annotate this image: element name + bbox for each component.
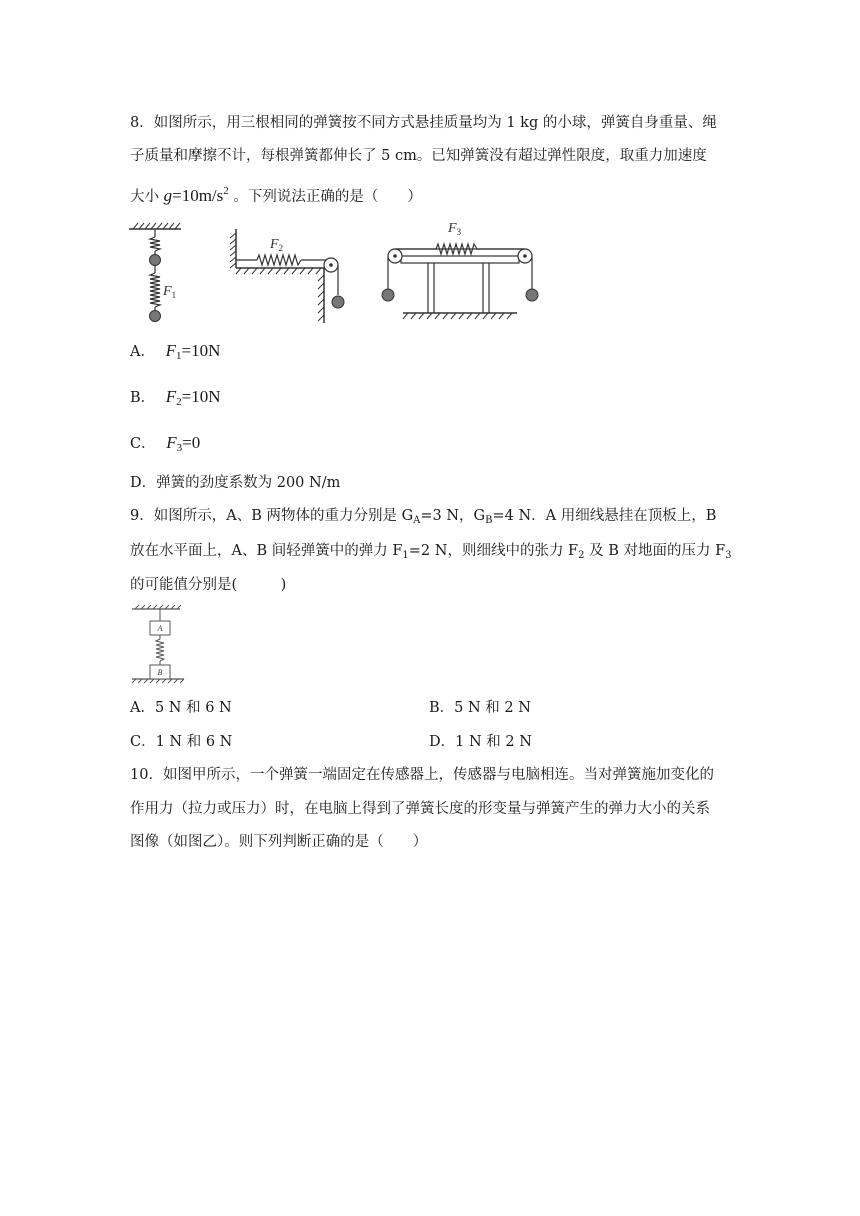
q9-line-2-post: 及 B 对地面的压力 F <box>584 543 726 559</box>
q8-option-c-sub: 3 <box>176 442 183 454</box>
q9-option-c[interactable]: C．1 N 和 6 N <box>130 734 233 750</box>
g-eq: =10m/s <box>172 186 224 205</box>
q10-line-3: 图像（如图乙）。则下列判断正确的是（ ） <box>130 834 428 850</box>
q8-option-b-formula <box>166 387 221 406</box>
q9-f1-sub: 1 <box>402 550 409 561</box>
q8-option-c-var: F <box>166 433 177 452</box>
q9-line-2 <box>130 541 730 566</box>
q10-line-1: 10．如图甲所示，一个弹簧一端固定在传感器上，传感器与电脑相连。当对弹簧施加变化的 <box>130 767 714 783</box>
q8-fig2-wall-spring-pulley <box>230 229 338 323</box>
q8-option-a-formula <box>166 341 221 360</box>
q8-fig2-pulley-axle <box>329 263 333 267</box>
q8-fig3-label: $F_3$ <box>448 221 462 237</box>
q8-fig3-pulley-right-axle <box>523 254 527 258</box>
q9-figure <box>130 603 190 685</box>
q9-line-1-pre: 9．如图所示，A、B 两物体的重力分别是 G <box>130 508 414 524</box>
q9-option-d[interactable]: D．1 N 和 2 N <box>429 734 532 750</box>
q8-fig3-ball-right <box>526 289 538 301</box>
q8-option-c[interactable] <box>130 433 200 458</box>
q9-f2-sub: 2 <box>578 550 585 561</box>
q8-option-a-sub: 1 <box>175 350 182 362</box>
q9-block-b-label: B <box>157 668 163 677</box>
q8-option-a[interactable] <box>130 341 220 366</box>
q8-option-b-sub: 2 <box>176 396 182 408</box>
q8-line-3 <box>130 181 730 207</box>
g-exp: 2 <box>223 185 229 197</box>
q8-fig3-table-pulleys <box>388 244 532 319</box>
q8-option-c-rest: =0 <box>182 433 201 452</box>
q8-option-c-formula <box>166 433 200 452</box>
q8-option-b-label: B． <box>130 390 156 406</box>
q9-gb-sub: B <box>485 515 493 526</box>
q10-line-2: 作用力（拉力或压力）时，在电脑上得到了弹簧长度的形变量与弹簧产生的弹力大小的关系 <box>130 801 710 817</box>
q8-fig3-ball-left <box>382 289 394 301</box>
q8-line-1: 8．如图所示，用三根相同的弹簧按不同方式悬挂质量均为 1 kg 的小球，弹簧自身重量、绳 <box>130 115 717 131</box>
q9-line-1-post: =4 N．A 用细线悬挂在顶板上，B <box>492 508 717 524</box>
q9-block-a-label: A <box>157 624 163 633</box>
q8-option-a-var: F <box>165 341 176 360</box>
q9-line-2-mid: =2 N，则细线中的张力 F <box>408 543 579 559</box>
q8-line-2: 子质量和摩擦不计，每根弹簧都伸长了 5 cm。已知弹簧没有超过弹性限度，取重力加速度 <box>130 148 707 164</box>
q9-line-2-pre: 放在水平面上，A、B 间轻弹簧中的弹力 F <box>130 543 403 559</box>
q8-fig3-pulley-left-axle <box>393 254 397 258</box>
q8-fig1-label: $F_1$ <box>163 284 177 300</box>
q8-line-3-pre: 大小 <box>130 189 159 205</box>
q8-figure <box>125 215 545 330</box>
q9-line-1 <box>130 506 730 531</box>
q8-option-d[interactable]: D．弹簧的劲度系数为 200 N/m <box>130 475 341 491</box>
q8-option-b-var: F <box>165 387 177 406</box>
g-symbol: g <box>163 186 173 205</box>
q8-fig2-label: $F_2$ <box>270 237 284 253</box>
q8-option-b[interactable] <box>130 387 221 412</box>
q9-option-a[interactable]: A．5 N 和 6 N <box>130 700 232 716</box>
q9-line-1-mid: =3 N，G <box>420 508 486 524</box>
q9-f3-sub: 3 <box>725 550 732 561</box>
q8-line-3-post: 。下列说法正确的是（ ） <box>233 189 422 205</box>
q8-fig1-ball-bottom <box>150 311 161 322</box>
q9-line-3: 的可能值分别是( ) <box>130 577 287 593</box>
g-formula <box>164 186 229 205</box>
q8-fig1-ball-top <box>150 255 161 266</box>
q8-fig2-ball <box>332 296 344 308</box>
q9-ga-sub: A <box>413 515 421 526</box>
q8-option-a-rest: =10N <box>181 341 221 360</box>
q8-option-a-label: A． <box>130 344 155 360</box>
q8-option-b-rest: =10N <box>181 387 221 406</box>
q9-option-b[interactable]: B．5 N 和 2 N <box>429 700 531 716</box>
q8-option-c-label: C． <box>130 436 156 452</box>
